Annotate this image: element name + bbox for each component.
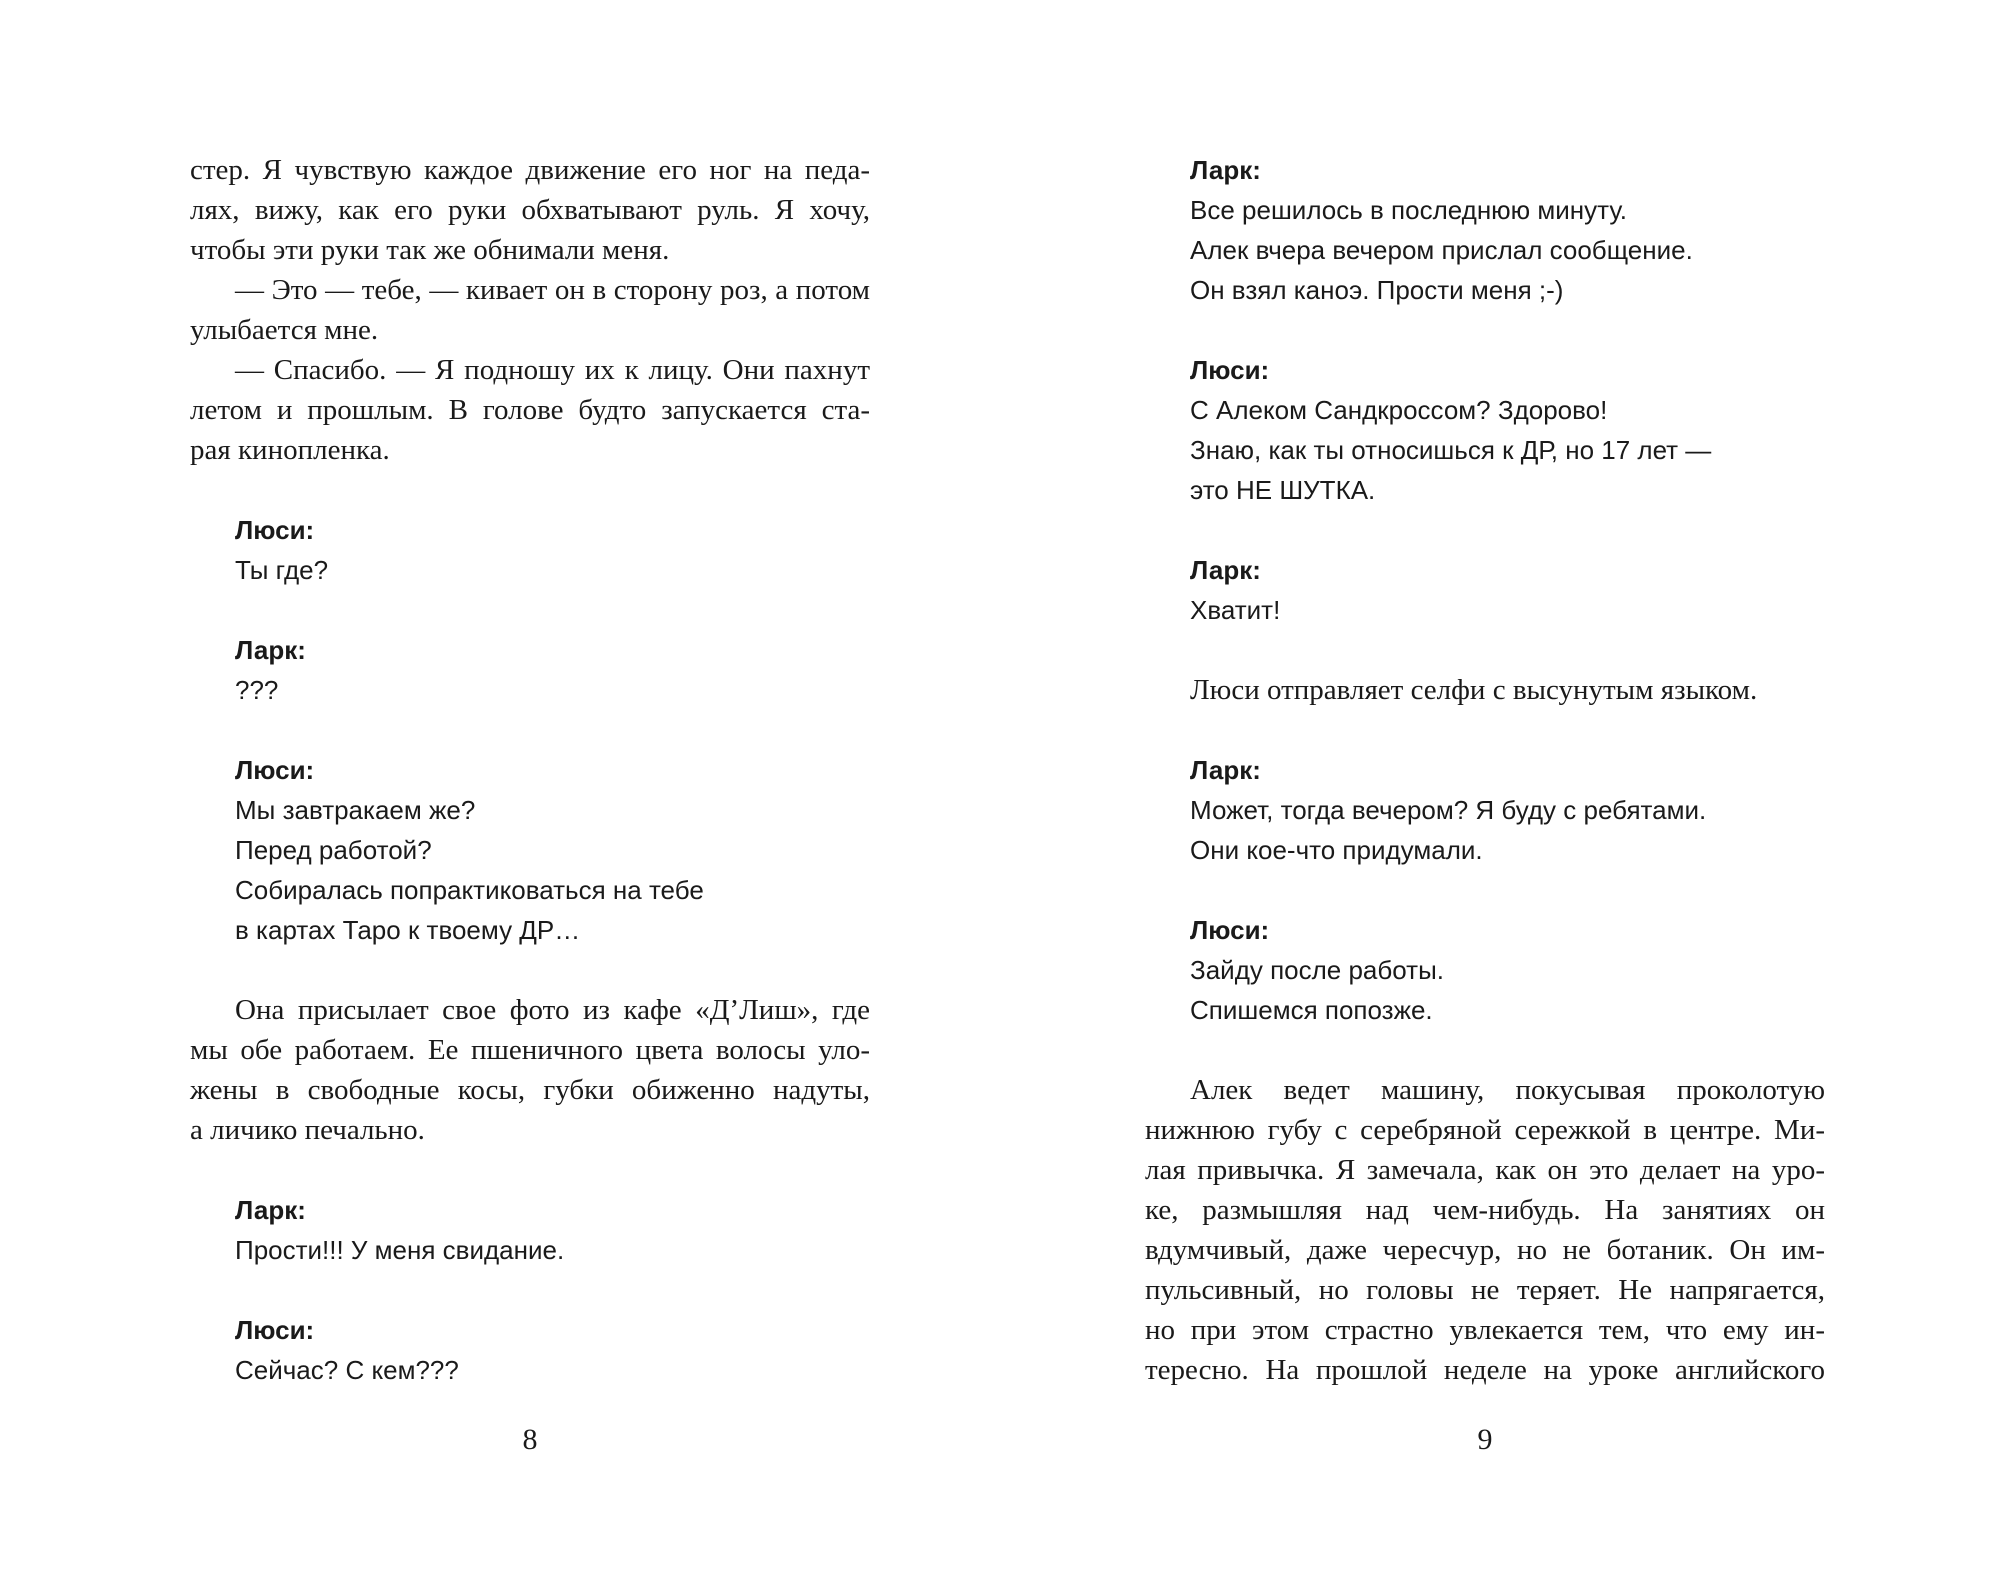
chat-sender: Люси: bbox=[235, 1315, 315, 1345]
chat-sender: Люси: bbox=[1190, 355, 1270, 385]
chat-message: С Алеком Сандкроссом? Здорово! bbox=[1190, 395, 1608, 425]
chat-message: Спишемся попозже. bbox=[1190, 995, 1433, 1025]
text-line: ке, размышляя над чем-нибудь. На занятиях он bbox=[1145, 1194, 1825, 1226]
text-line: рая кинопленка. bbox=[190, 434, 390, 466]
chat-message: Может, тогда вечером? Я буду с ребятами. bbox=[1190, 795, 1707, 825]
text-line: нижнюю губу с серебряной сережкой в центре. Ми- bbox=[1145, 1114, 1825, 1146]
text-line: пульсивный, но головы не теряет. Не напрягается, bbox=[1145, 1274, 1825, 1306]
chat-message: ??? bbox=[235, 675, 279, 705]
chat-message: Мы завтракаем же? bbox=[235, 795, 476, 825]
text-line: лях, вижу, как его руки обхватывают руль. Я хочу, bbox=[190, 194, 870, 226]
chat-message: Зайду после работы. bbox=[1190, 955, 1444, 985]
chat-message: это НЕ ШУТКА. bbox=[1190, 475, 1376, 505]
chat-message: Они кое-что придумали. bbox=[1190, 835, 1483, 865]
chat-sender: Ларк: bbox=[235, 1195, 306, 1225]
chat-sender: Ларк: bbox=[1190, 755, 1261, 785]
text-line: улыбается мне. bbox=[190, 314, 379, 346]
chat-sender: Ларк: bbox=[1190, 555, 1261, 585]
chat-message: Ты где? bbox=[235, 555, 329, 585]
chat-sender: Люси: bbox=[1190, 915, 1270, 945]
text-line: — Это — тебе, — кивает он в сторону роз, а потом bbox=[235, 274, 870, 306]
chat-sender: Люси: bbox=[235, 515, 315, 545]
text-line: стер. Я чувствую каждое движение его ног на педа- bbox=[190, 154, 870, 186]
text-line: но при этом страстно увлекается тем, что ему ин- bbox=[1145, 1314, 1825, 1346]
text-line: лая привычка. Я замечала, как он это делает на уро- bbox=[1145, 1154, 1825, 1186]
text-line: тересно. На прошлой неделе на уроке английского bbox=[1145, 1354, 1825, 1386]
chat-message: Знаю, как ты относишься к ДР, но 17 лет — bbox=[1190, 435, 1712, 465]
chat-sender: Ларк: bbox=[1190, 155, 1261, 185]
text-line: а личико печально. bbox=[190, 1114, 425, 1146]
chat-message: Все решилось в последнюю минуту. bbox=[1190, 195, 1627, 225]
chat-message: Он взял каноэ. Прости меня ;-) bbox=[1190, 275, 1564, 305]
chat-message: Алек вчера вечером прислал сообщение. bbox=[1190, 235, 1693, 265]
chat-sender: Ларк: bbox=[235, 635, 306, 665]
text-line: чтобы эти руки так же обнимали меня. bbox=[190, 234, 670, 266]
page-number: 9 bbox=[1477, 1423, 1493, 1456]
chat-message: в картах Таро к твоему ДР… bbox=[235, 915, 581, 945]
text-line: мы обе работаем. Ее пшеничного цвета волосы уло- bbox=[190, 1034, 870, 1066]
chat-message: Сейчас? С кем??? bbox=[235, 1355, 459, 1385]
text-line: летом и прошлым. В голове будто запускается ста- bbox=[190, 394, 870, 426]
chat-message: Перед работой? bbox=[235, 835, 432, 865]
text-line: Алек ведет машину, покусывая проколотую bbox=[1190, 1074, 1825, 1106]
chat-message: Прости!!! У меня свидание. bbox=[235, 1235, 565, 1265]
text-line: Люси отправляет селфи с высунутым языком. bbox=[1190, 674, 1758, 706]
text-line: Она присылает свое фото из кафе «Д’Лиш», где bbox=[235, 994, 870, 1026]
text-line: — Спасибо. — Я подношу их к лицу. Они пахнут bbox=[235, 354, 870, 386]
text-line: вдумчивый, даже чересчур, но не ботаник. Он им- bbox=[1145, 1234, 1825, 1266]
text-line: жены в свободные косы, губки обиженно надуты, bbox=[190, 1074, 870, 1106]
chat-message: Хватит! bbox=[1190, 595, 1281, 625]
page-number: 8 bbox=[522, 1423, 538, 1456]
chat-sender: Люси: bbox=[235, 755, 315, 785]
chat-message: Собиралась попрактиковаться на тебе bbox=[235, 875, 704, 905]
